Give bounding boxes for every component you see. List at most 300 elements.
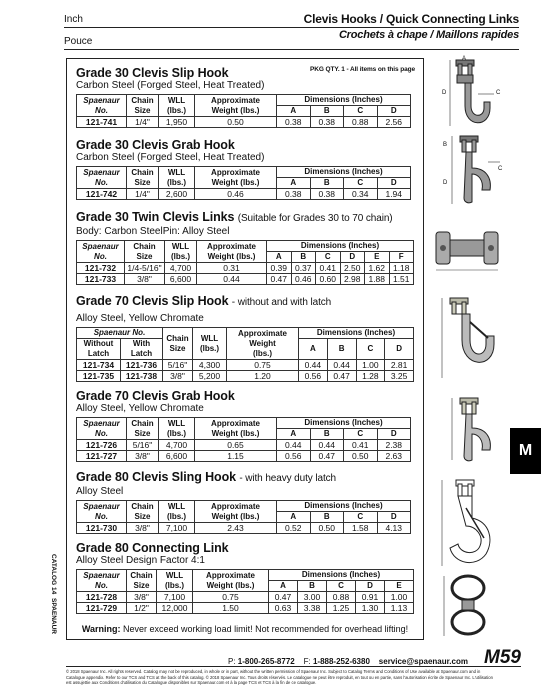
table-row <box>77 440 411 451</box>
footer-contact <box>228 657 468 666</box>
section-g70-slip-hook <box>76 294 416 382</box>
header-wll: WLL <box>167 501 186 511</box>
col-chain-size <box>125 241 165 263</box>
cell-part-no: 121-729 <box>77 603 127 614</box>
cell-c: 0.41 <box>344 440 378 451</box>
header-no: No. <box>95 511 108 521</box>
col-f: F <box>389 252 414 263</box>
col-d: D <box>377 429 411 440</box>
col-without-latch <box>77 339 121 360</box>
cell-weight: 1.20 <box>227 371 299 382</box>
col-wll <box>193 328 227 360</box>
col-spaenaur <box>77 328 163 339</box>
col-weight <box>195 95 277 117</box>
header-size: Size <box>134 511 151 521</box>
warning-notice <box>66 624 424 635</box>
col-d: D <box>377 178 411 189</box>
header-unit-fr: Pouce <box>64 36 93 47</box>
header-approx: Approximate <box>211 418 260 428</box>
col-b: B <box>327 339 356 360</box>
section-title: Grade 70 Clevis Grab Hook <box>76 389 235 403</box>
header-latch: Latch <box>87 349 110 358</box>
cell-c: 0.50 <box>344 451 378 462</box>
cell-d: 1.94 <box>377 189 411 200</box>
header-approx: Approximate <box>207 241 256 251</box>
cell-b: 0.44 <box>310 440 344 451</box>
slip-hook-illustration <box>428 56 506 138</box>
table-row <box>77 263 414 274</box>
header-approx: Approximate <box>211 501 260 511</box>
header-chain: Chain <box>131 167 154 177</box>
header-no: No. <box>95 428 108 438</box>
cell-wll: 5,200 <box>193 371 227 382</box>
cell-c: 0.60 <box>316 274 341 285</box>
header-lbs: (lbs.) <box>170 251 191 261</box>
cell-d: 2.81 <box>385 360 414 371</box>
cell-wll: 4,700 <box>159 440 195 451</box>
cell-c: 1.58 <box>344 523 378 534</box>
cell-weight: 0.65 <box>195 440 277 451</box>
brand-label: SPAENAUR <box>50 598 57 634</box>
table-row <box>77 592 414 603</box>
cell-part-no-with: 121-736 <box>121 360 163 371</box>
cell-a: 0.52 <box>277 523 311 534</box>
section-title: Grade 30 Clevis Slip Hook <box>76 66 229 80</box>
cell-f: 1.18 <box>389 263 414 274</box>
header-weight: Weight (lbs.) <box>211 177 260 187</box>
col-c: C <box>344 512 378 523</box>
grab-hook-icon <box>428 394 506 470</box>
section-g30-grab-hook <box>76 138 416 200</box>
col-b: B <box>310 106 344 117</box>
cell-chain: 1/2" <box>127 603 157 614</box>
cell-chain: 3/8" <box>127 523 159 534</box>
email-link[interactable]: service@spaenaur.com <box>378 657 468 666</box>
cell-part-no: 121-742 <box>77 189 127 200</box>
section-title <box>76 470 416 486</box>
header-chain: Chain <box>166 333 189 343</box>
cell-part-no: 121-728 <box>77 592 127 603</box>
cell-e: 1.13 <box>385 603 414 614</box>
section-subtitle: Carbon Steel (Forged Steel, Heat Treated) <box>76 152 265 163</box>
cell-c: 1.00 <box>356 360 385 371</box>
cell-b: 3.38 <box>298 603 327 614</box>
cell-weight: 1.50 <box>193 603 269 614</box>
cell-b: 0.38 <box>310 189 344 200</box>
dim-label-c: C <box>496 90 501 96</box>
col-e: E <box>385 581 414 592</box>
header-divider-bottom <box>64 49 519 50</box>
col-chain-size <box>127 418 159 440</box>
header-units <box>64 14 92 48</box>
header-no: No. <box>132 328 146 337</box>
col-dimensions: Dimensions (Inches) <box>277 418 411 429</box>
cell-chain: 3/8" <box>127 451 159 462</box>
cell-wll: 2,600 <box>159 189 195 200</box>
cell-b: 0.38 <box>310 117 344 128</box>
legal-text: © 2018 Spaenaur Inc. All rights reserved. Catalog may not be reproduced, in whole or in part, without the written permission of Spaenaur Inc. Subject to Catalog Terms and Conditions of Use available at Spaenaur.com and in Catalogue appendix. Refer to our TCS and TCS at the back of this catalog. © 2018 Spaenaur Inc. Tous droits réservés. Le catalogue ne peut être reproduit, en tout ou en partie, sans l'autorisation écrite de Spaenaur Inc. L'utilisation est assujettie aux Conditions d'utilisation du Catalogue disponibles sur Spaenaur.com et à la page TCS et TCS à la fin de ce catalogue. <box>66 669 493 686</box>
section-g80-sling-hook <box>76 470 416 534</box>
col-c: C <box>316 252 341 263</box>
table-header-row <box>77 167 411 178</box>
cell-d: 2.56 <box>377 117 411 128</box>
cell-chain: 3/8" <box>125 274 165 285</box>
col-dimensions: Dimensions (Inches) <box>277 95 411 106</box>
col-d: D <box>385 339 414 360</box>
dim-label-c: C <box>498 166 503 172</box>
cell-part-no-without: 121-735 <box>77 371 121 382</box>
header-chain: Chain <box>131 95 154 105</box>
cell-a: 0.39 <box>267 263 292 274</box>
col-weight <box>195 167 277 189</box>
col-b: B <box>291 252 316 263</box>
col-b: B <box>310 512 344 523</box>
col-d: D <box>356 581 385 592</box>
col-weight <box>195 501 277 523</box>
col-e: E <box>365 252 390 263</box>
sling-hook-icon <box>428 478 506 570</box>
header-wll: WLL <box>167 418 186 428</box>
header-weight: Weight (lbs.) <box>206 580 255 590</box>
section-g30-slip-hook <box>76 66 416 128</box>
cell-d: 1.30 <box>356 603 385 614</box>
col-wll <box>165 241 197 263</box>
fax-label: F: <box>303 657 311 666</box>
cell-d: 2.98 <box>340 274 365 285</box>
col-dimensions: Dimensions (Inches) <box>299 328 414 339</box>
header-unit-en: Inch <box>64 14 83 25</box>
col-chain-size <box>127 167 159 189</box>
col-a: A <box>299 339 328 360</box>
page-number: M59 <box>484 647 521 668</box>
cell-wll: 7,100 <box>159 523 195 534</box>
col-with-latch <box>121 339 163 360</box>
col-weight <box>195 418 277 440</box>
page-title-fr: Crochets à chape / Maillons rapides <box>338 29 519 41</box>
fax-number: 1-888-252-6380 <box>312 657 370 666</box>
col-a: A <box>267 252 292 263</box>
cell-weight: 0.46 <box>195 189 277 200</box>
cell-wll: 4,300 <box>193 360 227 371</box>
header-latch: Latch <box>130 349 153 358</box>
footer-divider <box>66 666 521 667</box>
cell-c: 0.88 <box>344 117 378 128</box>
cell-d: 2.63 <box>377 451 411 462</box>
dim-label-d: D <box>442 90 447 96</box>
cell-wll: 4,700 <box>165 263 197 274</box>
header-size: Size <box>134 428 151 438</box>
col-wll <box>159 167 195 189</box>
table-row <box>77 603 414 614</box>
table-row <box>77 451 411 462</box>
header-size: Size <box>133 580 150 590</box>
cell-a: 0.56 <box>299 371 328 382</box>
cell-b: 3.00 <box>298 592 327 603</box>
col-b: B <box>310 178 344 189</box>
cell-part-no: 121-733 <box>77 274 125 285</box>
header-wll: WLL <box>200 333 219 343</box>
col-wll <box>159 418 195 440</box>
section-g80-connecting-link <box>76 541 416 614</box>
header-chain: Chain <box>133 241 156 251</box>
col-c: C <box>327 581 356 592</box>
cell-f: 1.51 <box>389 274 414 285</box>
header-no: No. <box>95 177 108 187</box>
header-spaenaur: Spaenaur <box>83 167 120 177</box>
header-weight: Weight <box>249 338 276 348</box>
cell-chain: 3/8" <box>163 371 193 382</box>
phone-number: 1-800-265-8772 <box>237 657 295 666</box>
cell-part-no: 121-730 <box>77 523 127 534</box>
col-dimensions: Dimensions (Inches) <box>277 167 411 178</box>
slip-hook-latch-icon <box>428 292 506 388</box>
col-d: D <box>377 106 411 117</box>
cell-chain: 5/16" <box>163 360 193 371</box>
col-spaenaur <box>77 570 127 592</box>
col-chain-size <box>127 501 159 523</box>
header-approx: Approximate <box>238 328 287 338</box>
cell-chain: 1/4" <box>127 189 159 200</box>
cell-wll: 6,600 <box>159 451 195 462</box>
section-subtitle: Alloy Steel, Yellow Chromate <box>76 313 204 324</box>
section-tab-m: M <box>510 428 541 474</box>
section-title-note: - without and with latch <box>231 297 332 308</box>
header-lbs: (lbs.) <box>166 428 187 438</box>
header-wll: WLL <box>167 167 186 177</box>
cell-weight: 0.31 <box>197 263 267 274</box>
col-weight <box>197 241 267 263</box>
header-no: No. <box>94 251 107 261</box>
dim-label-b: B <box>443 142 448 148</box>
header-size: Size <box>169 343 186 353</box>
cell-chain: 3/8" <box>127 592 157 603</box>
col-spaenaur <box>77 501 127 523</box>
cell-weight: 0.50 <box>195 117 277 128</box>
col-a: A <box>277 429 311 440</box>
phone-label: P: <box>228 657 236 666</box>
cell-wll: 1,950 <box>159 117 195 128</box>
table-row <box>77 189 411 200</box>
cell-c: 1.25 <box>327 603 356 614</box>
col-spaenaur <box>77 167 127 189</box>
cell-d: 4.13 <box>377 523 411 534</box>
section-title-text: Grade 80 Clevis Sling Hook <box>76 470 236 484</box>
section-title: Grade 30 Clevis Grab Hook <box>76 138 235 152</box>
cell-c: 0.88 <box>327 592 356 603</box>
header-lbs: (lbs.) <box>166 105 187 115</box>
col-a: A <box>277 512 311 523</box>
header-lbs: (lbs.) <box>252 348 273 358</box>
cell-chain: 1/4-5/16" <box>125 263 165 274</box>
cell-weight: 0.75 <box>227 360 299 371</box>
g70-grab-hook-illustration <box>428 394 506 470</box>
cell-d: 0.91 <box>356 592 385 603</box>
cell-b: 0.47 <box>327 371 356 382</box>
table-row <box>77 274 414 285</box>
section-title-note: - with heavy duty latch <box>239 473 336 484</box>
header-chain: Chain <box>131 501 154 511</box>
header-size: Size <box>134 105 151 115</box>
cell-part-no: 121-732 <box>77 263 125 274</box>
col-dimensions: Dimensions (Inches) <box>277 501 411 512</box>
spec-table <box>76 417 411 462</box>
header-wll: WLL <box>165 570 184 580</box>
header-with: With <box>132 339 151 348</box>
section-subtitle: Body: Carbon SteelPin: Alloy Steel <box>76 226 230 237</box>
spec-table <box>76 240 414 285</box>
cell-c: 0.34 <box>344 189 378 200</box>
cell-d: 2.38 <box>377 440 411 451</box>
header-lbs: (lbs.) <box>199 343 220 353</box>
section-title <box>76 210 416 226</box>
header-chain: Chain <box>130 570 153 580</box>
table-row <box>77 371 414 382</box>
catalog-label: CATALOG 14 <box>50 554 57 595</box>
table-header-row <box>77 241 414 252</box>
warning-text: Never exceed working load limit! Not recommended for overhead lifting! <box>120 624 409 634</box>
header-lbs: (lbs.) <box>166 511 187 521</box>
cell-part-no: 121-741 <box>77 117 127 128</box>
section-title: Grade 80 Connecting Link <box>76 541 229 555</box>
col-spaenaur <box>77 418 127 440</box>
cell-a: 0.63 <box>269 603 298 614</box>
cell-chain: 1/4" <box>127 117 159 128</box>
cell-a: 0.47 <box>269 592 298 603</box>
cell-c: 0.41 <box>316 263 341 274</box>
section-title-text: Grade 70 Clevis Slip Hook <box>76 294 229 308</box>
sling-hook-illustration <box>428 478 506 570</box>
col-dimensions: Dimensions (Inches) <box>267 241 414 252</box>
spec-table <box>76 500 411 534</box>
header-approx: Approximate <box>211 167 260 177</box>
g70-slip-hook-illustration <box>428 292 506 388</box>
spec-table <box>76 94 411 128</box>
cell-b: 0.44 <box>327 360 356 371</box>
header-weight: Weight (lbs.) <box>207 251 256 261</box>
col-a: A <box>277 106 311 117</box>
twin-clevis-icon <box>428 222 506 278</box>
cell-chain: 5/16" <box>127 440 159 451</box>
cell-b: 0.50 <box>310 523 344 534</box>
header-weight: Weight (lbs.) <box>211 428 260 438</box>
col-a: A <box>269 581 298 592</box>
header-spaenaur: Spaenaur <box>83 95 120 105</box>
dim-label-d: D <box>443 180 448 186</box>
cell-part-no: 121-726 <box>77 440 127 451</box>
section-g70-grab-hook <box>76 389 416 462</box>
cell-e: 1.88 <box>365 274 390 285</box>
connecting-link-icon <box>428 572 506 642</box>
cell-a: 0.44 <box>299 360 328 371</box>
table-header-row <box>77 418 411 429</box>
cell-a: 0.38 <box>277 117 311 128</box>
spec-table <box>76 569 414 614</box>
table-row <box>77 117 411 128</box>
header-weight: Weight (lbs.) <box>211 105 260 115</box>
cell-d: 2.50 <box>340 263 365 274</box>
cell-wll: 12,000 <box>157 603 193 614</box>
table-header-row <box>77 570 414 581</box>
cell-wll: 7,100 <box>157 592 193 603</box>
table-header-row <box>77 95 411 106</box>
col-a: A <box>277 178 311 189</box>
slip-hook-icon <box>428 56 506 138</box>
col-wll <box>157 570 193 592</box>
cell-e: 1.62 <box>365 263 390 274</box>
page-title: Clevis Hooks / Quick Connecting Links <box>303 12 519 26</box>
header-spaenaur: Spaenaur <box>83 418 120 428</box>
grab-hook-illustration <box>428 132 506 212</box>
header-wll: WLL <box>167 95 186 105</box>
cell-b: 0.46 <box>291 274 316 285</box>
col-b: B <box>310 429 344 440</box>
cell-weight: 1.15 <box>195 451 277 462</box>
package-quantity-note: PKG QTY. 1 - All items on this page <box>310 66 415 73</box>
cell-weight: 0.75 <box>193 592 269 603</box>
cell-part-no: 121-727 <box>77 451 127 462</box>
col-d: D <box>340 252 365 263</box>
warning-label: Warning: <box>81 624 121 634</box>
header-size: Size <box>136 251 153 261</box>
col-chain-size <box>127 570 157 592</box>
header-chain: Chain <box>131 418 154 428</box>
header-size: Size <box>134 177 151 187</box>
section-subtitle: Carbon Steel (Forged Steel, Heat Treated) <box>76 80 265 91</box>
header-approx: Approximate <box>211 95 260 105</box>
cell-weight: 0.44 <box>197 274 267 285</box>
header-spaenaur: Spaenaur <box>83 501 120 511</box>
cell-weight: 2.43 <box>195 523 277 534</box>
cell-d: 3.25 <box>385 371 414 382</box>
header-without: Without <box>83 339 114 348</box>
dim-label-a: A <box>462 56 467 62</box>
spec-table <box>76 166 411 200</box>
col-chain-size <box>127 95 159 117</box>
cell-wll: 6,600 <box>165 274 197 285</box>
twin-clevis-illustration <box>428 222 506 278</box>
section-subtitle: Alloy Steel <box>76 486 124 497</box>
table-row <box>77 360 414 371</box>
connecting-link-illustration <box>428 572 506 642</box>
cell-a: 0.47 <box>267 274 292 285</box>
col-c: C <box>344 429 378 440</box>
col-spaenaur <box>77 241 125 263</box>
cell-a: 0.38 <box>277 189 311 200</box>
section-subtitle: Alloy Steel, Yellow Chromate <box>76 403 204 414</box>
section-title-note: (Suitable for Grades 30 to 70 chain) <box>237 213 393 224</box>
table-header-row <box>77 501 411 512</box>
col-chain-size <box>163 328 193 360</box>
col-c: C <box>344 106 378 117</box>
header-approx: Approximate <box>206 570 255 580</box>
header-no: No. <box>95 580 108 590</box>
header-lbs: (lbs.) <box>164 580 185 590</box>
cell-part-no-without: 121-734 <box>77 360 121 371</box>
cell-a: 0.44 <box>277 440 311 451</box>
col-weight <box>193 570 269 592</box>
table-header-row <box>77 328 414 339</box>
section-g30-twin-clevis <box>76 210 416 285</box>
col-c: C <box>344 178 378 189</box>
col-b: B <box>298 581 327 592</box>
col-c: C <box>356 339 385 360</box>
cell-e: 1.00 <box>385 592 414 603</box>
header-lbs: (lbs.) <box>166 177 187 187</box>
col-weight <box>227 328 299 360</box>
header-no: No. <box>95 105 108 115</box>
section-title <box>76 294 416 310</box>
cell-part-no-with: 121-738 <box>121 371 163 382</box>
